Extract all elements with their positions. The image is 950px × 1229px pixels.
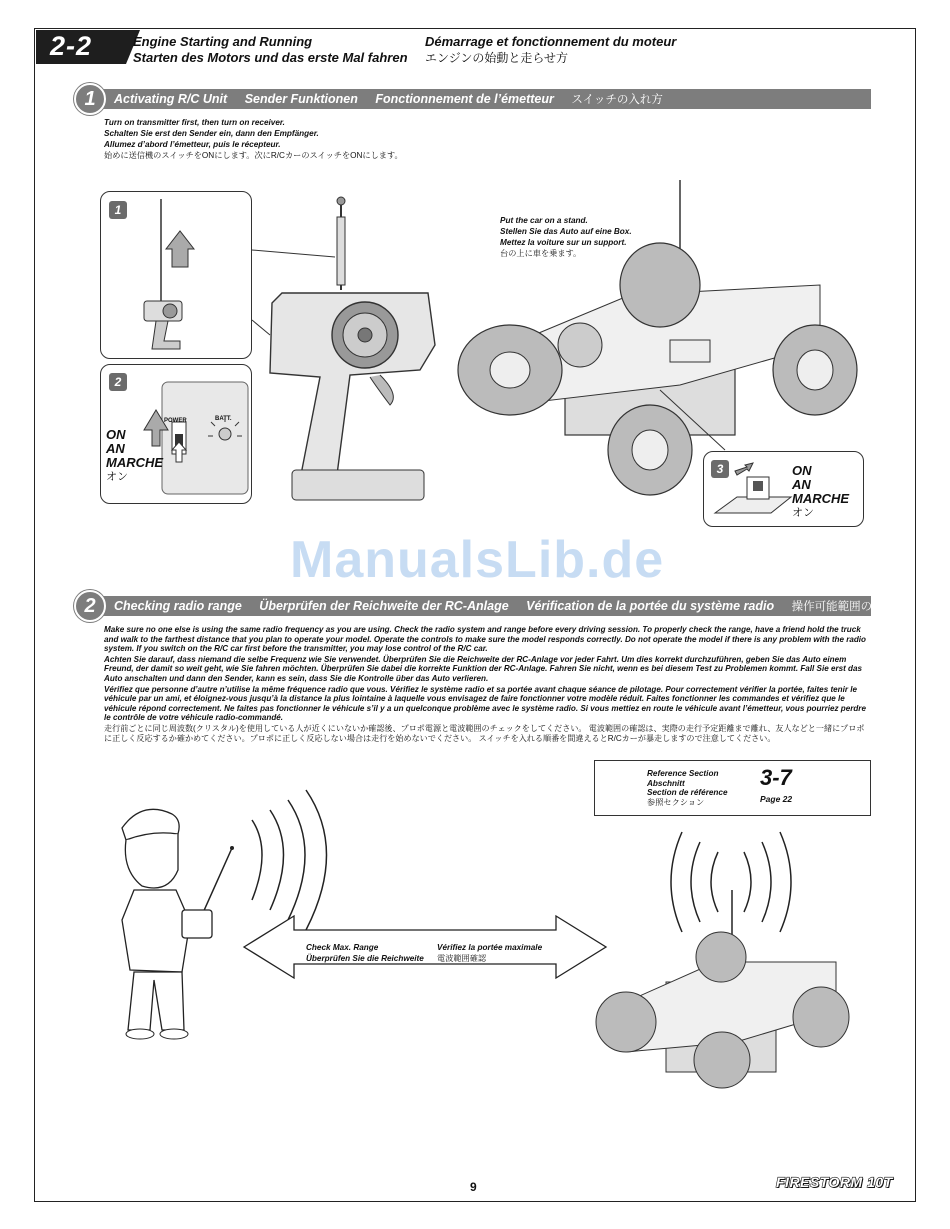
range-paragraph-de: Achten Sie darauf, dass niemand die selbe Frequenz wie Sie verwendet. Überprüfen Sie die Reichweite der RC-Anlage vor jeder Fahrt. Um dies korrekt durchzuführen, geben Sie das Auto einem Freund, der damit so weit geht, wie Sie fahren möchten. Überprüfen Sie dabei die korrekte Funktion der RC-Anlage. Fahren Sie nicht, wenn es bei diesem Test zu Problemen kommt. Fall Sie erst das Auto anschalten und dann den Sender, kann es sein, dass Sie die Kontrolle über das Auto verlieren.	[104, 654, 862, 683]
on-jp: オン	[106, 471, 128, 483]
range-paragraph-fr: Vérifiez que personne d’autre n’utilise la même fréquence radio que vous. Vérifiez le système radio et sa portée avant chaque séance de pilotage. Pour correctement vérifier la portée, faites tenir le véhicule par un ami, et éloignez-vous jusqu’à la distance la plus lointaine à laquelle vous envisagez de faire fonctionner votre modèle réduit. Faites fonctionner les commandes et vérifiez que le véhicule répond correctement. Ne faites pas fonctionner le véhicule s’il y a un quelconque problème avec le système radio. Si vous mettiez en route le véhicule avant l’émetteur, vous pourriez perdre le contrôle de votre véhicule radio-commandé.	[104, 684, 866, 723]
page-number: 9	[470, 1180, 477, 1194]
on-fr: MARCHE	[792, 491, 850, 506]
on-de: AN	[106, 441, 125, 456]
step2-badge: 2	[109, 373, 127, 391]
batt-label: BATT.	[215, 416, 232, 422]
stand-en: Put the car on a stand.	[500, 216, 588, 225]
section1-bar	[88, 89, 871, 109]
on-en: ON	[106, 427, 126, 442]
car-on-stand-illustration	[450, 175, 870, 495]
section1-title-fr: Fonctionnement de l’émetteur	[375, 92, 554, 106]
range-arrow-en: Check Max. Range	[306, 943, 379, 952]
section1-instructions	[104, 117, 403, 161]
truck-receiving-signal-illustration	[596, 822, 856, 1088]
range-arrow-text-left	[306, 942, 424, 964]
reference-labels	[647, 769, 728, 807]
section2-title-fr: Vérification de la portée du système radio	[526, 599, 775, 613]
range-paragraph-jp: 走行前ごとに同じ周波数(クリスタル)を使用している人が近くにいないか確認後、プロポ電源と電波範囲のチェックをしてください。 電波範囲の確認は、実際の走行予定距離まで離れ、友人などと一緒にプロポに正しく反応するか確かめてください。プロポに正しく反応しない場合は走行を始めないでください。 スイッチを入れる順番を間違えるとR/Cカーが暴走しますので注意してください。	[104, 723, 865, 743]
step2-on-label	[106, 428, 163, 484]
stand-fr: Mettez la voiture sur un support.	[500, 238, 627, 247]
on-de: AN	[792, 477, 811, 492]
section2-number: 2	[74, 590, 106, 622]
section1-title-en: Activating R/C Unit	[114, 92, 228, 106]
range-double-arrow	[244, 916, 606, 978]
power-label: POWER	[164, 418, 187, 424]
stand-jp: 台の上に車を乗ます。	[500, 249, 582, 258]
watermark: ManualsLib.de	[290, 531, 665, 589]
ref-label-en: Reference Section	[647, 769, 719, 778]
on-jp: オン	[792, 507, 814, 519]
header-title-en: Engine Starting and Running	[133, 34, 313, 49]
step3-badge: 3	[711, 460, 729, 478]
header-title-jp: エンジンの始動と走らせ方	[425, 51, 569, 65]
header-title-de: Starten des Motors und das erste Mal fahren	[133, 50, 408, 65]
range-arrow-de: Überprüfen Sie die Reichweite	[306, 954, 424, 963]
section1-title-jp: スイッチの入れ方	[571, 94, 663, 106]
step1-badge: 1	[109, 201, 127, 219]
instruction-jp: 始めに送信機のスイッチをONにします。次にR/CカーのスイッチをONにします。	[104, 151, 403, 160]
reference-page: Page 22	[760, 794, 793, 804]
section1-number: 1	[74, 83, 106, 115]
header-titles-right	[425, 34, 676, 66]
section1-title-de: Sender Funktionen	[244, 92, 358, 106]
range-arrow-text-right	[437, 942, 542, 964]
transmitter-large-illustration	[240, 195, 440, 505]
brand-logo: FIRESTORM 10T	[776, 1174, 893, 1190]
header-titles-left	[133, 34, 408, 66]
instruction-de: Schalten Sie erst den Sender ein, dann den Empfänger.	[104, 129, 319, 138]
step3-on-label	[792, 464, 849, 520]
header-title-fr: Démarrage et fonctionnement du moteur	[425, 34, 677, 49]
transmitter-small-illustration	[100, 191, 252, 359]
range-paragraph-en: Make sure no one else is using the same radio frequency as you are using. Check the radio system and range before every driving session. To properly check the range, have a friend hold the truck and walk to the farthest distance that you plan to operate your model. Operate the controls to make sure the model responds correctly. Do not operate the model if there is any problem with the radio system. If you switch on the R/C car first before the transmitter, you may lose control of the R/C car.	[104, 625, 867, 654]
section2-title-de: Überprüfen der Reichweite der RC-Anlage	[259, 599, 509, 613]
reference-number: 3-7	[760, 765, 792, 790]
on-fr: MARCHE	[106, 455, 164, 470]
section2-title-en: Checking radio range	[114, 599, 242, 613]
section2-title-jp: 操作可能範囲の確認	[791, 601, 896, 613]
section2-bar	[88, 596, 896, 616]
chapter-number: 2-2	[50, 31, 93, 61]
reference-section-box	[594, 760, 871, 816]
stand-de: Stellen Sie das Auto auf eine Box.	[500, 227, 632, 236]
section2-paragraphs	[104, 625, 866, 744]
range-arrow-jp: 電波範囲確認	[437, 954, 487, 963]
on-en: ON	[792, 463, 812, 478]
instruction-fr: Allumez d’abord l’émetteur, puis le récepteur.	[104, 140, 281, 149]
ref-label-fr: Section de référence	[647, 788, 728, 798]
ref-label-de: Abschnitt	[647, 778, 685, 788]
instruction-en: Turn on transmitter first, then turn on receiver.	[104, 118, 285, 127]
range-arrow-fr: Vérifiez la portée maximale	[437, 943, 543, 952]
ref-label-jp: 参照セクション	[647, 797, 705, 807]
